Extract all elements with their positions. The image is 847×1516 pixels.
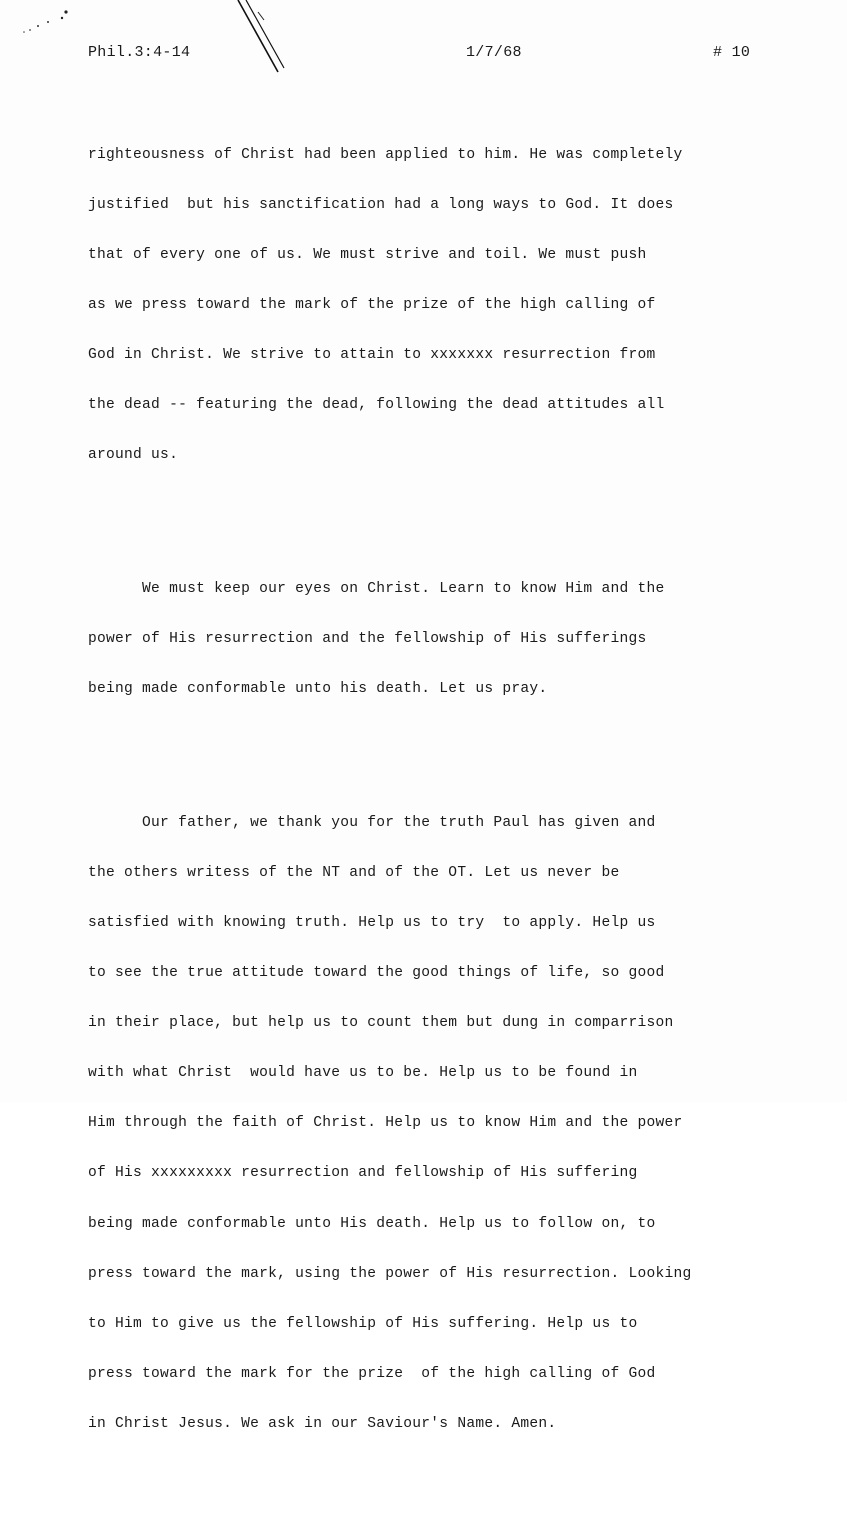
header-date: 1/7/68 [466, 44, 522, 61]
scan-speck-marks [18, 6, 78, 36]
text-line: press toward the mark, using the power of His resurrection. Looking [88, 1265, 692, 1282]
text-line: of His xxxxxxxxx resurrection and fellowship of His suffering [88, 1165, 638, 1182]
text-line: righteousness of Christ had been applied to him. He was completely [88, 146, 683, 163]
text-line: justified but his sanctification had a long ways to God. It does [88, 196, 674, 213]
text-line: being made conformable unto His death. Help us to follow on, to [88, 1215, 656, 1232]
scripture-reference: Phil.3:4-14 [88, 44, 191, 61]
page-header [88, 44, 768, 64]
scan-artifact-line [236, 0, 296, 80]
text-line: in Christ Jesus. We ask in our Saviour's Name. Amen. [88, 1415, 557, 1432]
text-line: to Him to give us the fellowship of His suffering. Help us to [88, 1315, 638, 1332]
paragraph-2 [88, 548, 788, 732]
sermon-body [88, 80, 788, 1516]
text-line: to see the true attitude toward the good things of life, so good [88, 965, 665, 982]
text-line: God in Christ. We strive to attain to xxxxxxx resurrection from [88, 347, 656, 364]
text-line: that of every one of us. We must strive and toil. We must push [88, 247, 647, 263]
text-line: press toward the mark for the prize of the high calling of God [88, 1365, 656, 1382]
text-line: around us. [88, 447, 179, 464]
text-line: power of His resurrection and the fellowship of His sufferings [88, 631, 647, 648]
text-line: in their place, but help us to count them but dung in comparrison [88, 1015, 674, 1032]
text-line: being made conformable unto his death. Let us pray. [88, 681, 548, 698]
text-line: the dead -- featuring the dead, following the dead attitudes all [88, 397, 665, 414]
text-line: We must keep our eyes on Christ. Learn to know Him and the [88, 580, 665, 597]
page-number: # 10 [713, 44, 751, 61]
paragraph-3-prayer [88, 781, 788, 1466]
text-line: satisfied with knowing truth. Help us to try to apply. Help us [88, 914, 656, 931]
paragraph-1 [88, 113, 788, 497]
text-line: with what Christ would have us to be. Help us to be found in [88, 1065, 638, 1082]
text-line: as we press toward the mark of the prize of the high calling of [88, 297, 656, 314]
text-line: Him through the faith of Christ. Help us to know Him and the power [88, 1115, 683, 1132]
text-line: Our father, we thank you for the truth Paul has given and [88, 814, 656, 831]
text-line: the others writess of the NT and of the OT. Let us never be [88, 864, 620, 881]
